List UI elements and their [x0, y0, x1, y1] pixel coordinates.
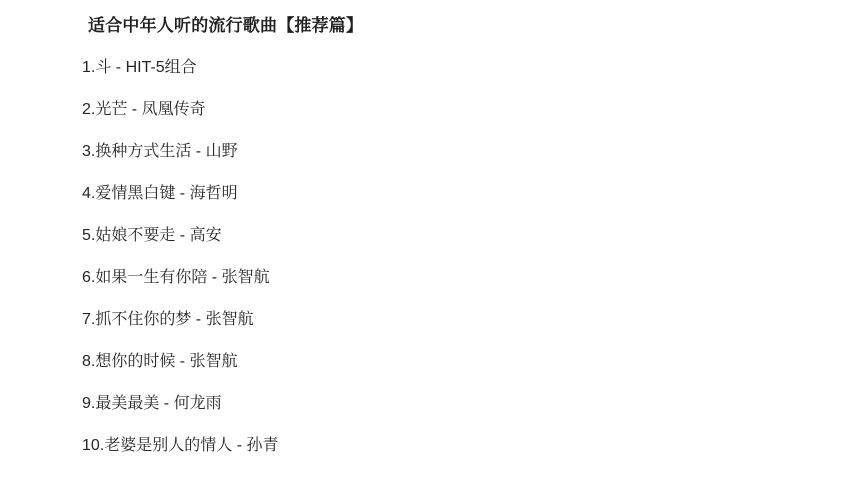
song-item: 10.老婆是别人的情人 - 孙青	[82, 437, 279, 454]
song-item: 8.想你的时候 - 张智航	[82, 353, 238, 370]
song-item: 4.爱情黑白键 - 海哲明	[82, 185, 238, 202]
document-page	[0, 16, 868, 482]
song-item: 7.抓不住你的梦 - 张智航	[82, 311, 254, 328]
song-item: 9.最美最美 - 何龙雨	[82, 395, 222, 412]
song-item: 2.光芒 - 凤凰传奇	[82, 101, 206, 118]
page-title: 适合中年人听的流行歌曲【推荐篇】	[88, 16, 364, 35]
song-item: 5.姑娘不要走 - 高安	[82, 227, 222, 244]
song-item: 6.如果一生有你陪 - 张智航	[82, 269, 270, 286]
song-item: 3.换种方式生活 - 山野	[82, 143, 238, 160]
song-list	[0, 58, 868, 456]
song-item: 1.斗 - HIT-5组合	[82, 59, 197, 76]
